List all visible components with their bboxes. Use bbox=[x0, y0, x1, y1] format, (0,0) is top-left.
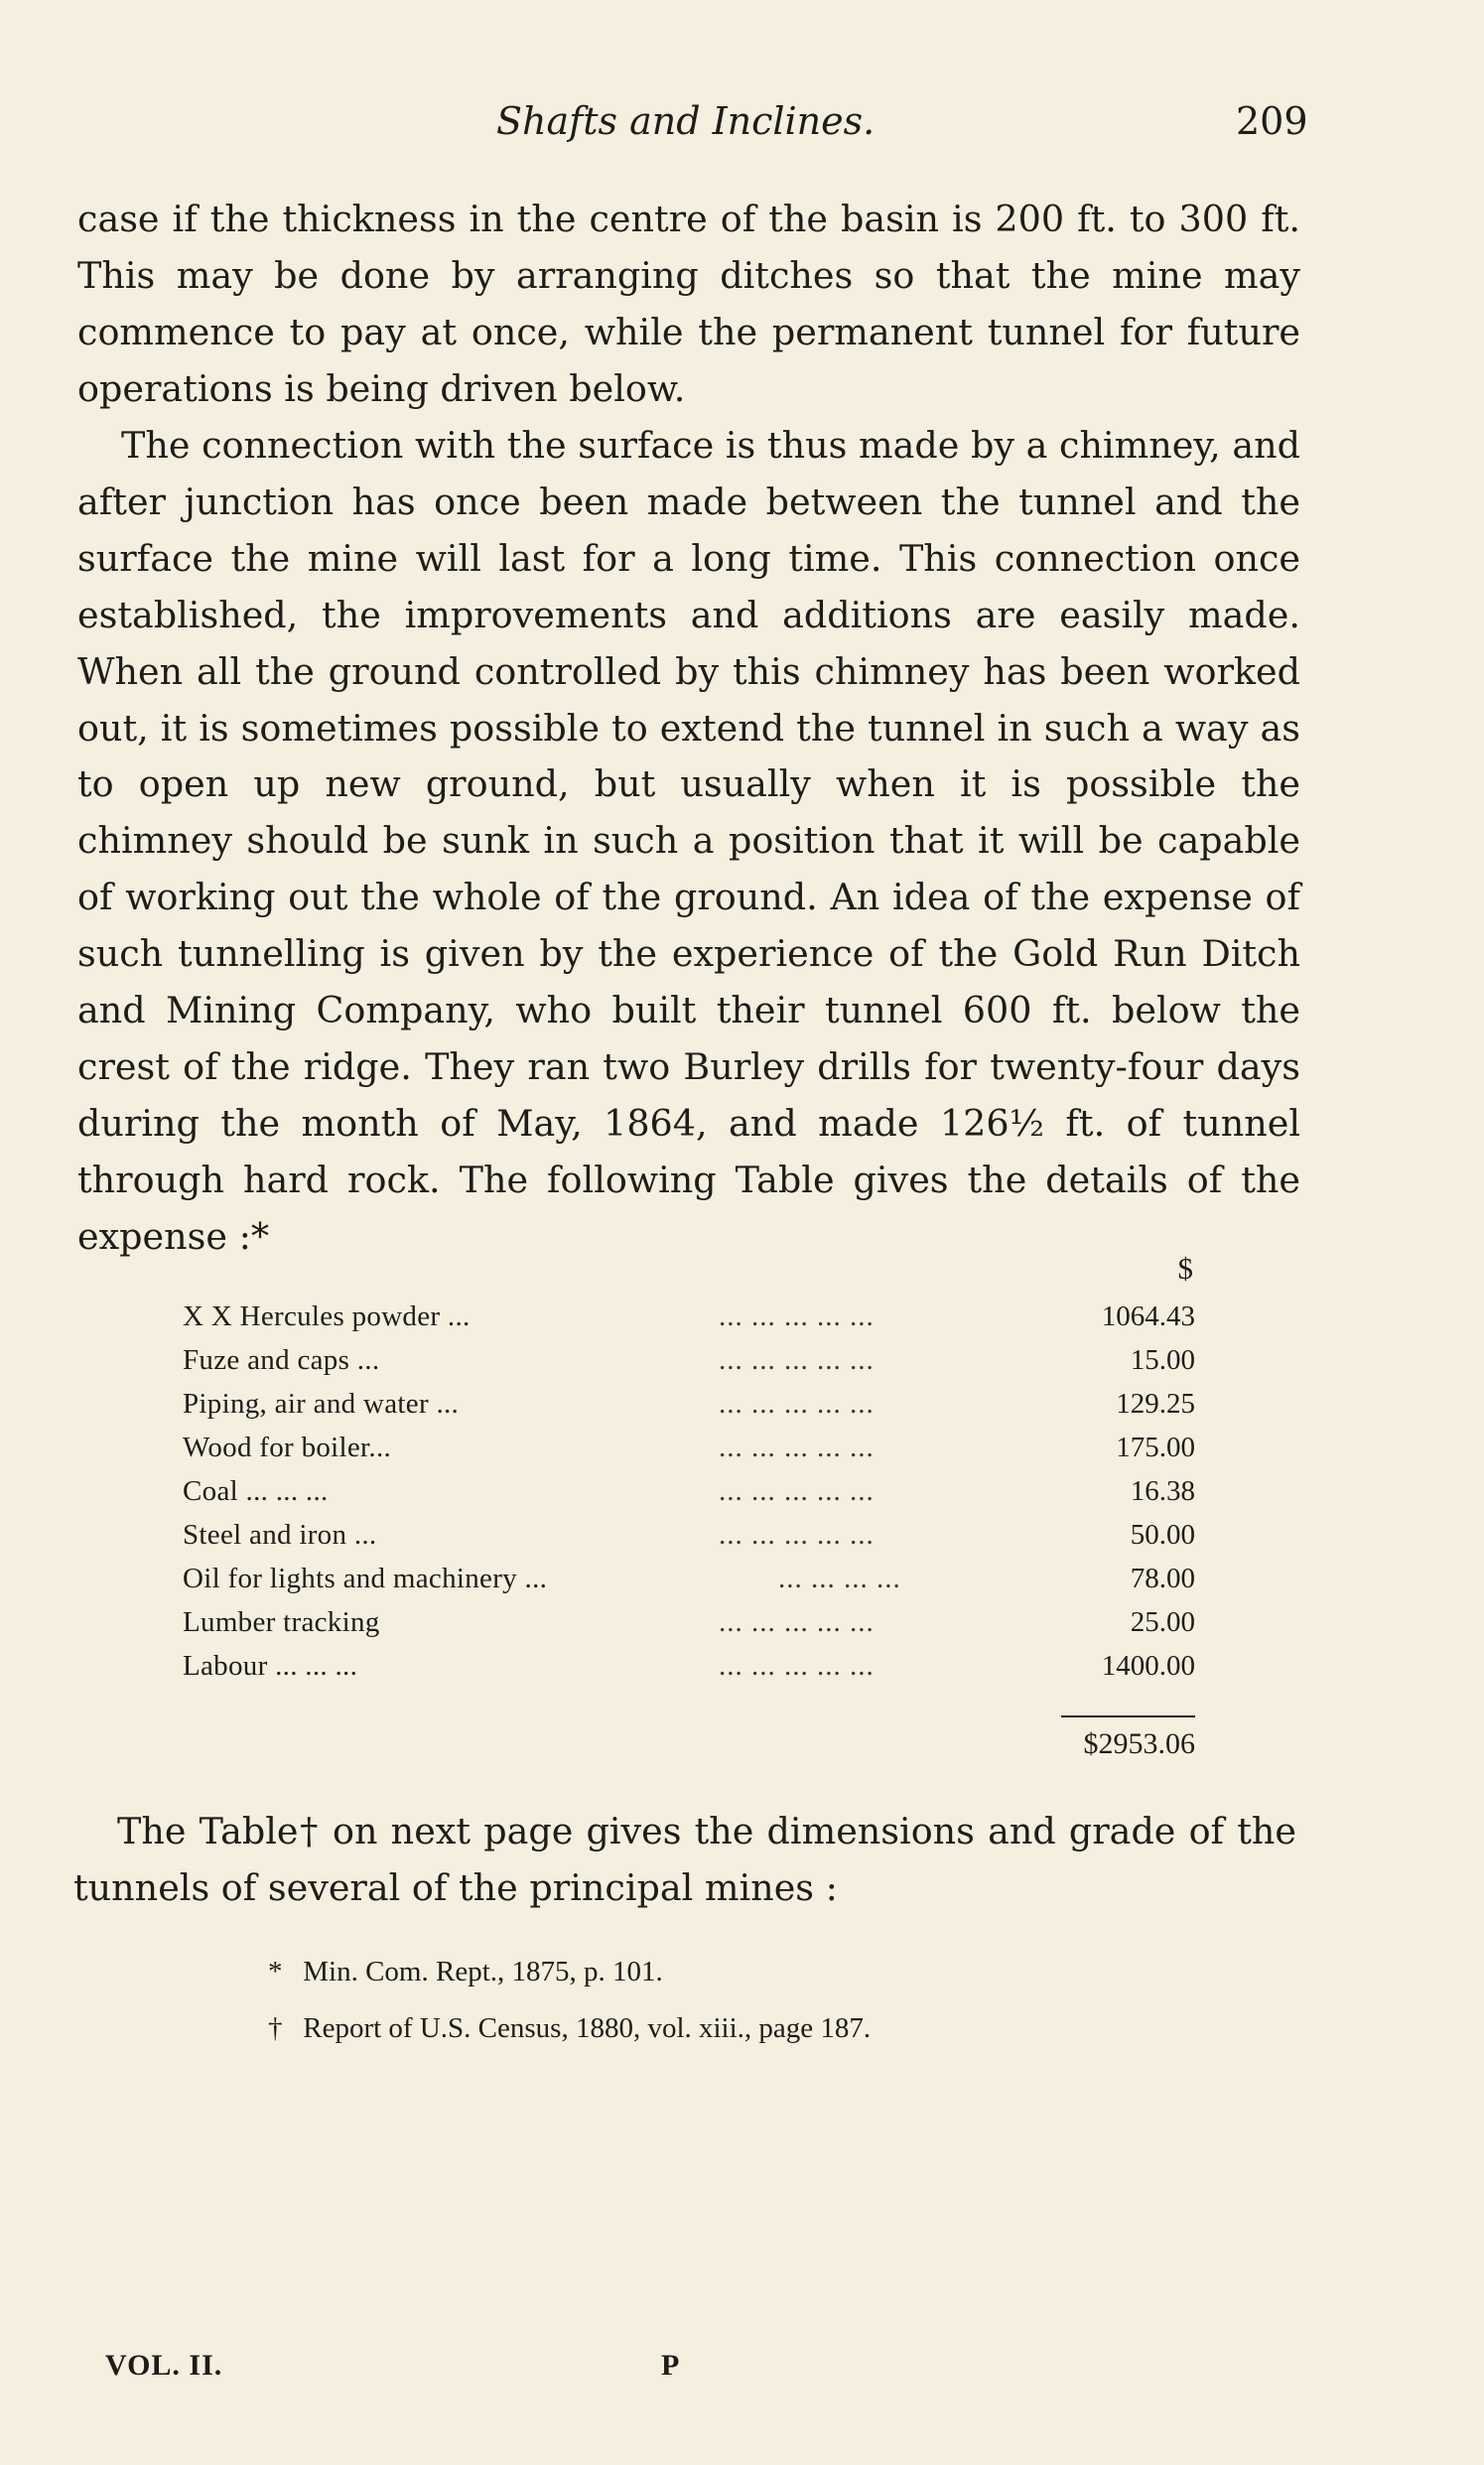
total-rule bbox=[1061, 1715, 1195, 1717]
leader-dots: ... ... ... ... ... bbox=[719, 1388, 875, 1420]
footnotes bbox=[268, 1944, 1161, 2057]
expense-amount: 25.00 bbox=[1130, 1606, 1195, 1638]
table-row bbox=[183, 1301, 1195, 1344]
expense-item: Fuze and caps ... bbox=[183, 1344, 380, 1376]
leader-dots: ... ... ... ... bbox=[778, 1563, 901, 1594]
leader-dots: ... ... ... ... ... bbox=[719, 1650, 875, 1682]
total-amount: $2953.06 bbox=[1083, 1727, 1195, 1760]
leader-dots: ... ... ... ... ... bbox=[719, 1432, 875, 1463]
leader-dots: ... ... ... ... ... bbox=[719, 1475, 875, 1507]
expense-item: Labour ... ... ... bbox=[183, 1650, 358, 1682]
expense-item: Coal ... ... ... bbox=[183, 1475, 329, 1507]
expense-amount: 15.00 bbox=[1130, 1344, 1195, 1376]
paragraph-1: case if the thickness in the centre of the basin is 200 ft. to 300 ft. This may be done by arranging ditches so that the mine may commence to pay at once, while the permanent tunnel for future operations is being driven below. bbox=[77, 198, 1300, 410]
page-number: 209 bbox=[1236, 99, 1308, 143]
paragraph-2: The connection with the surface is thus made by a chimney, and after junction has once been made between the tunnel and the surface the mine will last for a long time. This connection once established, the improvements and additions are easily made. When all the ground controlled by this chimney has been worked out, it is sometimes possible to extend the tunnel in such a way as to open up new ground, but usually when it is possible the chimney should be sunk in such a position that it will be capable of working out the whole of the ground. An idea of the expense of such tunnelling is given by the experience of the Gold Run Ditch and Mining Company, who built their tunnel 600 ft. below the crest of the ridge. They ran two Burley drills for twenty-four days during the month of May, 1864, and made 126½ ft. of tunnel through hard rock. The following Table gives the details of the expense :* bbox=[77, 424, 1300, 1258]
paragraph-3: The Table† on next page gives the dimensions and grade of the tunnels of several of the principal mines : bbox=[73, 1810, 1296, 1909]
footnote-star-mark: * bbox=[268, 1956, 283, 1987]
table-row bbox=[183, 1432, 1195, 1475]
expense-amount: 50.00 bbox=[1130, 1519, 1195, 1551]
expense-item: Piping, air and water ... bbox=[183, 1388, 460, 1420]
footnote-star-text: Min. Com. Rept., 1875, p. 101. bbox=[303, 1956, 663, 1987]
expense-item: X X Hercules powder ... bbox=[183, 1301, 471, 1332]
leader-dots: ... ... ... ... ... bbox=[719, 1301, 875, 1332]
table-row bbox=[183, 1344, 1195, 1388]
currency-header: $ bbox=[1177, 1251, 1193, 1286]
expense-item: Oil for lights and machinery ... bbox=[183, 1563, 548, 1594]
footnote-dagger-mark: † bbox=[268, 2012, 283, 2044]
table-row bbox=[183, 1606, 1195, 1650]
expense-amount: 129.25 bbox=[1116, 1388, 1195, 1420]
leader-dots: ... ... ... ... ... bbox=[719, 1344, 875, 1376]
expense-item: Lumber tracking bbox=[183, 1606, 380, 1638]
table-row bbox=[183, 1475, 1195, 1519]
table-row bbox=[183, 1650, 1195, 1694]
expense-item: Steel and iron ... bbox=[183, 1519, 377, 1551]
leader-dots: ... ... ... ... ... bbox=[719, 1606, 875, 1638]
expense-item: Wood for boiler... bbox=[183, 1432, 392, 1463]
table-row bbox=[183, 1519, 1195, 1563]
page-header bbox=[0, 99, 1484, 159]
signature-mark: P bbox=[661, 2349, 681, 2382]
footnote-star bbox=[268, 1944, 1161, 2000]
expense-amount: 1400.00 bbox=[1101, 1650, 1195, 1682]
running-title: Shafts and Inclines. bbox=[496, 99, 876, 143]
table-row bbox=[183, 1388, 1195, 1432]
expense-amount: 1064.43 bbox=[1101, 1301, 1195, 1332]
table-row bbox=[183, 1563, 1195, 1606]
footnote-dagger bbox=[268, 2000, 1161, 2057]
expense-amount: 78.00 bbox=[1130, 1563, 1195, 1594]
expense-amount: 175.00 bbox=[1116, 1432, 1195, 1463]
expense-amount: 16.38 bbox=[1130, 1475, 1195, 1507]
volume-mark: VOL. II. bbox=[105, 2349, 223, 2382]
leader-dots: ... ... ... ... ... bbox=[719, 1519, 875, 1551]
footnote-dagger-text: Report of U.S. Census, 1880, vol. xiii., page 187. bbox=[303, 2012, 872, 2044]
